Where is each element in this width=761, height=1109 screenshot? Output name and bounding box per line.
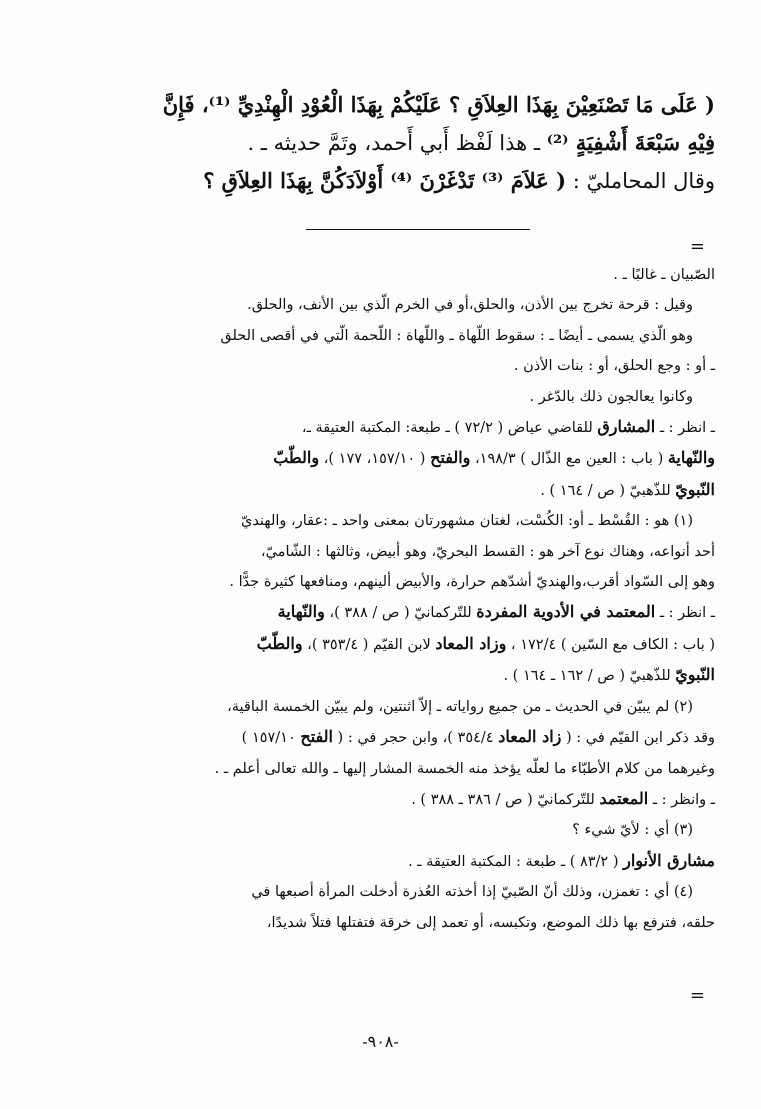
- page-number: -٩٠٨-: [362, 1032, 399, 1051]
- footnote-line: ـ وانظر : ـ المعتمد للتّركمانيّ ( ص / ٣٨٦ ـ ٣٨٨ ) .: [411, 788, 715, 808]
- footnote-line: ـ انظر : ـ المعتمد في الأدوية المفردة للتّركمانيّ ( ص / ٣٨٨ )، والنّهاية: [277, 602, 715, 622]
- continuation-mark-bottom: =: [689, 985, 705, 1006]
- footnote-line: والنّهاية ( باب : العين مع الذّال ) ١٩٨/٣، والفتح ( ١٥٧/١٠، ١٧٧ )، والطّبّ: [273, 448, 715, 468]
- footnote-line: وغيرهما من كلام الأطبّاء ما لعلّه يؤخذ منه الخمسة المشار إليها ـ والله تعالى أعلم ـ .: [214, 760, 715, 777]
- footnotes: [72, 260, 715, 938]
- footnote-line: (٣) أي : لأيّ شيء ؟: [572, 822, 693, 839]
- footnote-line: أحد أنواعه، وهناك نوع آخر هو : القسط البحريّ، وهو أبيض، وثالثها : الشّاميّ،: [260, 543, 715, 560]
- footnote-line: وقد ذكر ابن القيّم في : ( زاد المعاد ٣٥٤/٤ )، وابن حجر في : ( الفتح ١٥٧/١٠ ): [241, 727, 715, 747]
- footnote-line: وكانوا يعالجون ذلك بالدّغر .: [529, 388, 693, 405]
- footnote-line: حلقه، فترفع بها ذلك الموضع، وتكبسه، أو تعمد إلى خرقة فتفتلها فتلاً شديدًا،: [266, 914, 715, 931]
- footnote-line: وهو إلى السّواد أقرب،والهنديّ أشدّهم حرارة، والأبيض ألينهم، ومنافعها كثيرة جدًّا .: [229, 574, 715, 591]
- footnote-line: ـ أو : وجع الحلق، أو : بنات الأذن .: [513, 358, 715, 375]
- hadith-line-3: وقال المحامليّ : ( عَلاَمَ ⁽³⁾ تَدْغَرْنَ ⁽⁴⁾ أَوْلاَدَكُنَّ بِهَذَا العِلاَقِ ؟: [203, 168, 715, 193]
- footnote-line: (٤) أي : تغمزن، وذلك أنّ الصّبيّ إذا أخذته العُذرة أدخلت المرأة أصبعها في: [251, 884, 693, 901]
- footnote-line: النّبويّ للذّهبيّ ( ص / ١٦٢ ـ ١٦٤ ) .: [503, 665, 715, 685]
- footnote-line: الصّبيان ـ غالبًا ـ .: [613, 267, 715, 283]
- footnote-line: مشارق الأنوار ( ٨٣/٢ ) ـ طبعة : المكتبة العتيقة ـ .: [408, 850, 715, 870]
- hadith-line-1: ( عَلَى مَا تَصْنَعِيْنَ بِهَذَا العِلاَقِ ؟ عَلَيْكُمْ بِهَذَا الْعُوْدِ الْهِنْدِيِّ ⁽¹⁾، فَإِنَّ: [162, 92, 715, 117]
- hadith-line-2: فِيْهِ سَبْعَةَ أَشْفِيَةٍ ⁽²⁾ ـ هذا لَفْظ أَبي أَحمد، وتَمَّ حديثه ـ .: [247, 130, 715, 155]
- footnote-line: ( باب : الكاف مع السّين ) ١٧٢/٤ ، وزاد المعاد لابن القيّم ( ٣٥٣/٤ )، والطّبّ: [256, 633, 715, 653]
- footnote-line: ـ انظر : ـ المشارق للقاضي عياض ( ٧٢/٢ ) ـ طبعة: المكتبة العتيقة ـ،: [301, 417, 715, 437]
- continuation-mark-top: =: [689, 236, 705, 257]
- footnote-line: (١) هو : القُسْط ـ أو: الكُسْت، لغتان مشهورتان بمعنى واحد ـ :عقار، والهنديّ: [240, 513, 693, 530]
- footnote-line: (٢) لم يبيّن في الحديث ـ من جميع رواياته ـ إلاّ اثنتين، ولم يبيّن الخمسة الباقية،: [227, 698, 693, 715]
- footnote-separator: [306, 229, 530, 230]
- footnote-line: النّبويّ للذّهبيّ ( ص / ١٦٤ ) .: [540, 479, 715, 499]
- footnote-line: وهو الّذي يسمى ـ أيضًا ـ : سقوط اللّهاة ـ واللّهاة : اللّحمة الّتي في أقصى الحلق: [220, 327, 693, 344]
- hadith-text: [86, 86, 715, 200]
- footnote-line: وقيل : قرحة تخرج بين الأذن، والحلق،أو في الخرم الّذي بين الأنف، والحلق.: [247, 297, 693, 314]
